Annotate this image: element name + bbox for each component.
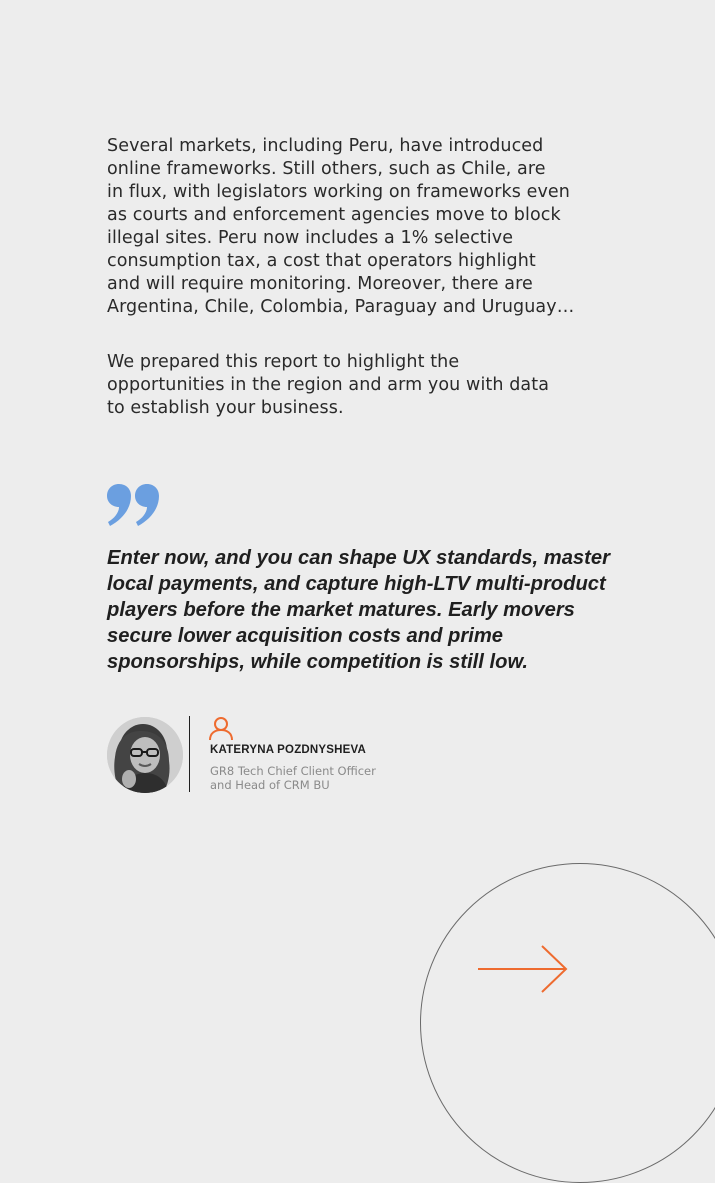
- author-name: KATERYNA POZDNYSHEVA: [210, 744, 367, 756]
- quotation-mark-icon: [107, 484, 159, 526]
- person-icon: [209, 716, 233, 740]
- next-button[interactable]: [420, 863, 715, 1183]
- author-role: GR8 Tech Chief Client Officer and Head of CRM BU: [210, 764, 376, 792]
- body-paragraph: Several markets, including Peru, have introduced online frameworks. Still others, such as Chile, are in flux, with legislators working on frameworks even as courts and enforcement agencies move to block illegal sites. Peru now includes a 1% selective consumption tax, a cost that operators highlight and will require monitoring. Moreover, there are Argentina, Chile, Colombia, Paraguay and Uruguay…: [107, 136, 575, 317]
- arrow-right-icon[interactable]: [476, 944, 570, 994]
- portrait-image: [107, 717, 183, 793]
- body-paragraph: We prepared this report to highlight the opportunities in the region and arm you with data to establish your business.: [107, 352, 550, 418]
- author-divider: [189, 716, 190, 792]
- quote-text: Enter now, and you can shape UX standards, master local payments, and capture high-LTV multi-product players before the market matures. Early movers secure lower acquisition costs and prime sponsorships, while competition is still low.: [107, 547, 610, 673]
- avatar: [107, 717, 183, 793]
